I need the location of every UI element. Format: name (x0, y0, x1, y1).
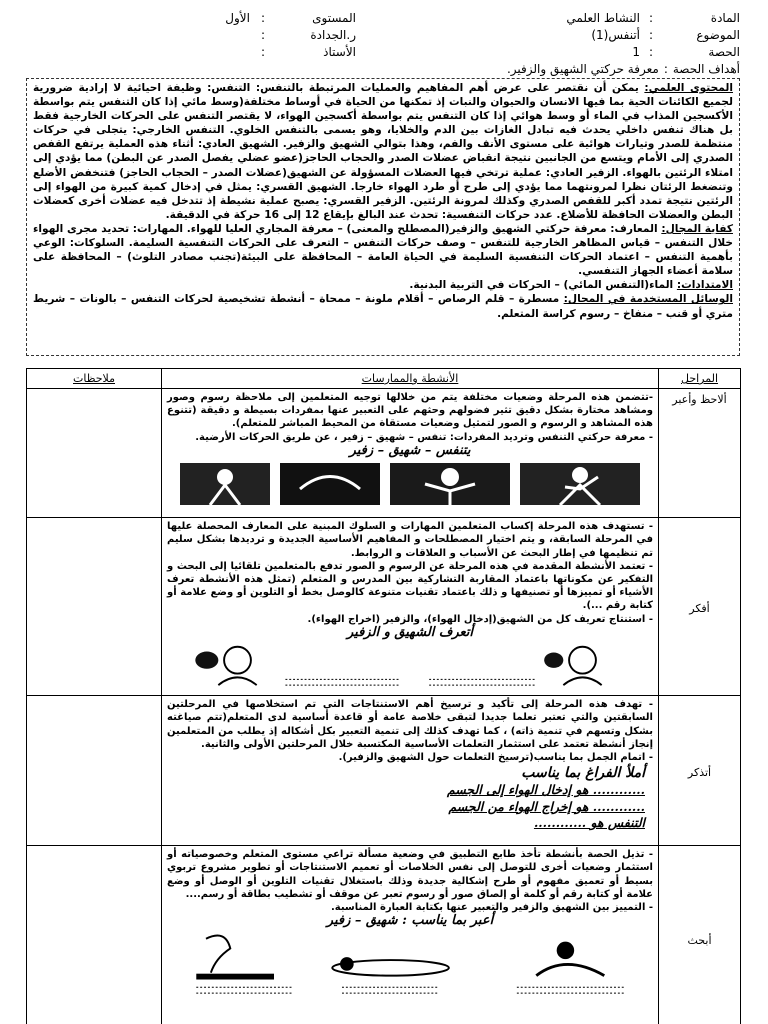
extensions (33, 278, 733, 292)
fill-blank-line-2: ............ هو إخراج الهواء من الجسم (448, 798, 645, 814)
breathing-figures-icon (167, 459, 653, 509)
tools-label: الوسائل المستخدمة في المجال: (563, 293, 733, 306)
header-goals-row (460, 61, 740, 78)
header-right (460, 10, 740, 78)
activities-search (162, 846, 659, 1024)
notes-think (27, 518, 162, 696)
table-row (27, 696, 741, 846)
header-sheet-row (136, 27, 356, 44)
header-activities: الأنشطة والممارسات (162, 369, 659, 389)
notes-observe (27, 389, 162, 518)
remember-text: - تهدف هذه المرحلة إلى تأكيد و ترسيخ أهم الاستنتاجات التي تم استخلاصها في المرحلتين السابقتين والتي تعتبر تعلما جديدا لتبقى خلاصة عامة أو قاعدة أساسية لدى المتعلم(تتم صياغته بشكل وتسهم في تنمية ذاته) ، كما تهدف كذلك إلى تنمية التعبير بكل أشكاله إذ يطلب من المتعلمين إنجاز أنشطة تعتمد على استثمار التعلمات الأساسية المكتسبة خلال المرحلتين الأولى والثانية. (167, 699, 653, 750)
search-text: - تذيل الحصة بأنشطة تأخذ طابع التطبيق في وضعية مسألة تراعي مستوى المتعلم وخصوصياته أو استثمار وضعيات أخرى للتوصل إلى نفس الخلاصات أو تعميم الاستنتاجات أو تطوير مشروع تربوي بسيط أو تعميق مفهوم أو طرح إشكالية جديدة وذلك باستغلال تقنيات التلوين أو الوصل أو وضع علامة أو كتابة رقم أو كلمة أو إلصاق صور أو رسوم تعبر عن موقف أو تشطيب بطاقة أو رسم.... (167, 849, 653, 900)
stage-search: أبحث (659, 846, 741, 1024)
header-topic-value: أتنفس(1) (591, 28, 640, 42)
think-text-2: - تعتمد الأنشطة المقدمة في هذه المرحلة عن الرسوم و الصور تدفع بالمتعلمين تلقائيا إلى البحث و التفكير عن مكوناتها باعتماد المقاربة التشاركية بين المدرس و المتعلم (تمثل هذه الأنشطة تعرف الأشياء أو تمييزها أو تصنيفها و ذلك باعتماد تقنيات متنوعة كالوصل بخط أو التلوين أو وضع علامة أو كتابة رقم ...). (167, 560, 653, 612)
think-text-1: - تستهدف هذه المرحلة إكساب المتعلمين المهارات و السلوك المبنية على المعارف المحصلة عليها في المرحلة السابقة، و يتم اختيار المصطلحات و المفاهيم الأساسية الجديدة و ترديدها بشكل سليم تم تنظيمها في إطار البحث عن الأسباب و العلاقات و الروابط. (167, 521, 653, 559)
header-colon: : (648, 11, 654, 25)
header-topic-row (460, 27, 740, 44)
header-sheet-key: ر.الجدادة (310, 28, 356, 42)
stage-remember: أتذكر (659, 696, 741, 846)
domain-competence (33, 222, 733, 278)
activities-observe (162, 389, 659, 518)
tools-text: مسطرة – قلم الرصاص – أقلام ملونة – ممحاة – أنشطة تشخيصية لحركات التنفس – بالونات – شريط متري أو قنب – منفاخ – رسوم كراسة المتعلم. (33, 293, 733, 320)
header-session-key: الحصة (708, 45, 740, 59)
notes-search (27, 846, 162, 1024)
fill-blank-line-3: التنفس هو ............ (533, 814, 645, 830)
table-row (27, 846, 741, 1024)
tools (33, 292, 733, 320)
observe-text: -تتضمن هذه المرحلة وضعيات مختلفة يتم من خلالها توجيه المتعلمين إلى ملاحظة رسوم وصور ومشاهد مختارة بشكل دقيق تثير فضولهم وحثهم على التعبير عنها بمفردات بسيطة و دقيقة (تتنوع هذه المشاهد و الرسوم و الصور لتمثيل وضعيات مستقاة من المحيط المباشر للمتعلم). (167, 392, 653, 430)
header-colon: : (648, 28, 654, 42)
scientific-content (33, 81, 733, 222)
think-figure-title: أتعرف الشهيق و الزفير (347, 624, 473, 640)
header-colon: : (648, 45, 654, 59)
think-bullet: - استنتاج تعريف كل من الشهيق(إدخال الهواء)، والزفير (اخراج الهواء). (307, 613, 653, 625)
header-colon: : (260, 28, 266, 42)
domain-competence-label: كفاية المجال: (661, 222, 733, 235)
header-subject-key: المادة (710, 11, 740, 25)
header-colon: : (260, 11, 266, 25)
header-level-row (136, 10, 356, 27)
breathing-activities-icon (167, 929, 653, 997)
fill-blank-title: أملأ الفراغ بما يناسب (521, 765, 645, 782)
extensions-text: الماء(التنفس المائي) – الحركات في التربية البدنية. (409, 279, 674, 292)
observe-figure-title: يتنفس – شهيق – زفير (349, 442, 471, 458)
header-colon: : (663, 62, 668, 76)
header-notes: ملاحظات (27, 369, 162, 389)
header-session-value: 1 (632, 45, 640, 59)
table-row (27, 518, 741, 696)
header-level-key: المستوى (312, 11, 356, 25)
activities-remember (162, 696, 659, 846)
extensions-label: الامتدادات: (676, 279, 733, 292)
header-teacher-key: الأستاذ (323, 45, 356, 59)
table-header-row (27, 369, 741, 389)
header-left (136, 10, 356, 61)
header-subject-row (460, 10, 740, 27)
activities-think (162, 518, 659, 696)
stage-think: أفكر (659, 518, 741, 696)
notes-remember (27, 696, 162, 846)
lesson-content-box (26, 78, 740, 356)
scientific-content-label: المحتوى العلمي: (644, 82, 733, 94)
header-stages: المراحل (659, 369, 741, 389)
search-figure-title: أعبر بما يناسب : شهيق – زفير (326, 913, 494, 929)
remember-bullet: - اتمام الجمل بما يناسب(ترسيخ التعلمات حول الشهيق والزفير). (338, 752, 653, 764)
header-teacher-row (136, 44, 356, 61)
header-goals-value: معرفة حركتي الشهيق والزفير. (506, 62, 659, 76)
header-colon: : (260, 45, 266, 59)
scientific-content-text: يمكن أن نقتصر على عرض أهم المفاهيم والعمليات المرتبطة بالتنفس: التنفس: وظيفة احيائية لا إرادية ضرورية لجميع الكائنات الحية بما فيها الانسان والحيوان والنبات إذ تمكنها من الحياة في أوساط مختلفة(وسط مائي إذا كان التنفس يتم بواسطة الأكسجين المذاب في الماء أو وسط هوائي إذا كان التنفس يتم بواسطة أكسجين الهواء، لا يقتصر التنفس على الحركات الخارجية فقط بل هناك تنفس داخلي يحدث فيه تبادل الغازات بين الدم والخلايا، وهو يسمى بالتنفس الخلوي. التنفس الخارجي: يتجلى في حركات منتظمة للصدر وتيارات هوائية على مستوى الأنف والفم، وهذا بتوالي الشهيق والزفير. الشهيق العادي: أثناء هذه العملية يرتفع القفص الصدري إلى الأمام ويتسع من الجانبين نتيجة انقباض عضلات الصدر والحجاب الحاجز(عضو عضلي يفصل الصدر عن البطن) مما يؤدي إلى امتلاء الرئتين بالهواء. الزفير العادي: عملية ترتخي فيها العضلات المسؤولة عن الشهيق(عضلات الصدر – الحجاب الحاجز) فتنخفض الأضلع وتنضغط الرئتان نظرا لمرونتهما مما يؤدي إلى طرح أو طرد الهواء خارجا. الشهيق القسري: يمثل في إدخال كمية كبيرة من الهواء إلى الرئتين نتيجة تمدد أكبر للقفص الصدري وكذلك لمرونة الرئتين. الزفير القسري: يصبح عملية نشيطة إذ تتدخل فيه عضلات أخرى كعضلات البطن والعضلات الحافظة للأضلاع. عدد حركات التنفسية: تحدث عند البالغ بإيقاع 12 إلى 16 حركة في الدقيقة. (33, 82, 733, 221)
header-session-row (460, 44, 740, 61)
domain-competence-text: المعارف: معرفة حركتي الشهيق والزفير(المصطلح والمعنى) – معرفة المجاري العليا للهواء. المهارات: تحديد مجرى الهواء خلال التنفس – قياس المظاهر الخارجية للتنفس – وصف حركات التنفس – التعرف على الحركات التنفسية السليمة. السلوكات: الوعي بأهمية التنفس – اعتماد الحركات التنفسية السليمة في الحياة العامة – المحافظة على البيئة(تجنب مصادر التلوث) – المحافظة على سلامة أعضاء الجهاز التنفسي. (33, 222, 733, 278)
lesson-table (26, 368, 741, 1024)
header-goals-key: أهداف الحصة (672, 62, 740, 76)
search-bullet: - التمييز بين الشهيق والزفير والتعبير عنها بكتابة العبارة المناسبة. (330, 902, 653, 914)
header-subject-value: النشاط العلمي (566, 11, 640, 25)
inhale-exhale-figures-icon (167, 641, 653, 687)
header-topic-key: الموضوع (696, 28, 740, 42)
header-level-value: الأول (225, 11, 250, 25)
table-row (27, 389, 741, 518)
observe-bullet: - معرفة حركتي التنفس وترديد المفردات: تنفس – شهيق – زفير ، عن طريق الحركات الأرضية. (195, 431, 653, 443)
fill-blank-line-1: ............ هو إدخال الهواء إلى الجسم (446, 782, 645, 798)
stage-observe: ألاحظ وأعبر (659, 389, 741, 518)
